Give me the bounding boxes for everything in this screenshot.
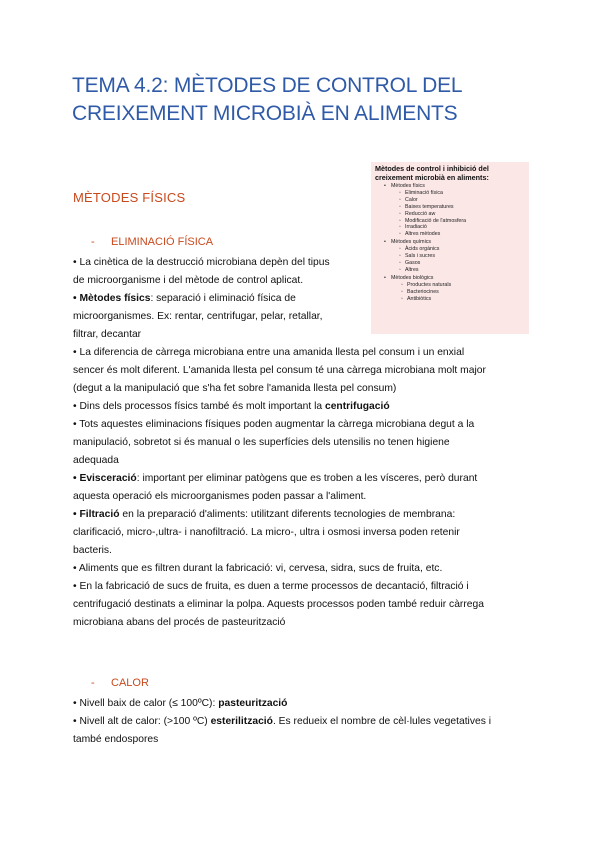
paragraph-line: clarificació, micro-,ultra- i nanofiltració. La micro-, ultra i osmosi inversa poden retenir xyxy=(73,527,460,538)
paragraph-line: microbiana abans del procés de pasteurització xyxy=(73,617,286,628)
text-run: : important per eliminar patògens que es troben a les vísceres, però durant xyxy=(136,473,478,484)
bullet-icon: • xyxy=(384,239,386,246)
text-run: en la preparació d'aliments: utilitzant diferents tecnologies de membrana: xyxy=(119,509,456,520)
figure-item-label: Sals i sucres xyxy=(405,253,436,260)
paragraph-line xyxy=(73,398,486,416)
paragraph-line: • La diferencia de càrrega microbiana entre una amanida llesta pel consum i un enxial xyxy=(73,347,465,358)
text-run: • Nivell alt de calor: (>100 ºC) xyxy=(73,716,211,727)
paragraph-line xyxy=(73,470,486,488)
text-run: • Nivell baix de calor (≤ 100ºC): xyxy=(73,698,219,709)
figure-item xyxy=(375,190,526,197)
figure-item-label: Altres mètodes xyxy=(405,231,441,238)
paragraph-line: de microorganisme i del mètode de control aplicat. xyxy=(73,275,304,286)
figure-item xyxy=(375,224,526,231)
paragraph-line: • Tots aquestes eliminacions físiques poden augmentar la càrrega microbiana degut a la xyxy=(73,419,475,430)
bold-term: • Evisceració xyxy=(73,473,137,484)
sub-bullet-icon: ◦ xyxy=(399,224,401,231)
figure-item-label: Àcids orgànics xyxy=(405,246,440,253)
sub-bullet-icon: ◦ xyxy=(401,281,403,288)
bold-term: • Mètodes físics xyxy=(73,293,151,304)
dash-marker: - xyxy=(91,236,95,248)
figure-group-chemical xyxy=(375,239,526,246)
removal-paragraphs xyxy=(73,254,486,632)
figure-item-label: Eliminació física xyxy=(405,189,443,196)
figure-item-label: Reducció aw xyxy=(405,210,436,217)
bold-term: centrifugació xyxy=(324,401,390,412)
subheading-label: CALOR xyxy=(111,677,149,689)
subheading-physical-removal xyxy=(91,236,213,248)
sub-bullet-icon: ◦ xyxy=(399,246,401,253)
paragraph-line: (degut a la manipulació que s'ha fet sobre l'amanida llesta pel consum) xyxy=(73,383,397,394)
figure-item xyxy=(375,197,526,204)
figure-item-label: Bacteriocines xyxy=(407,288,439,295)
figure-title-line-2: creixement microbià en aliments: xyxy=(375,172,489,182)
figure-item xyxy=(375,246,526,253)
section-heading-physical-methods: MÈTODES FÍSICS xyxy=(73,190,186,205)
paragraph-line: microorganismes. Ex: rentar, centrifugar, pelar, retallar, xyxy=(73,311,323,322)
sub-bullet-icon: ◦ xyxy=(399,203,401,210)
figure-item xyxy=(375,211,526,218)
figure-item-label: Gasos xyxy=(405,259,421,266)
figure-item-label: Altres xyxy=(405,266,419,273)
bold-term: • Filtració xyxy=(73,509,120,520)
figure-title-line-1: Mètodes de control i inhibició del xyxy=(375,164,489,173)
paragraph-line: bacteris. xyxy=(73,545,112,556)
sub-bullet-icon: ◦ xyxy=(399,217,401,224)
figure-item xyxy=(375,218,526,225)
paragraph-line: manipulació, sobretot si és manual o les superfícies dels utensilis no tenen higiene xyxy=(73,437,450,448)
figure-item-label: Productes naturals xyxy=(407,281,452,288)
text-run: . Es redueix el nombre de cèl·lules vegetatives i xyxy=(272,716,492,727)
text-run: : separació i eliminació física de xyxy=(150,293,296,304)
figure-item-label: Modificació de l'atmosfera xyxy=(405,217,467,224)
paragraph-line: • Aliments que es filtren durant la fabricació: vi, cervesa, sidra, sucs de fruita, etc. xyxy=(73,563,443,574)
subheading-heat xyxy=(91,677,149,689)
sub-bullet-icon: ◦ xyxy=(399,189,401,196)
sub-bullet-icon: ◦ xyxy=(399,210,401,217)
paragraph-line: també endospores xyxy=(73,734,159,745)
bullet-icon: • xyxy=(384,274,386,281)
dash-marker: - xyxy=(91,677,95,689)
figure-group-physical xyxy=(375,183,526,190)
figure-group-label: Mètodes físics xyxy=(391,183,425,189)
figure-item xyxy=(375,204,526,211)
figure-group-label: Mètodes químics xyxy=(391,239,432,246)
sub-bullet-icon: ◦ xyxy=(401,295,403,302)
page-title xyxy=(72,72,542,128)
sub-bullet-icon: ◦ xyxy=(399,259,401,266)
sub-bullet-icon: ◦ xyxy=(399,196,401,203)
text-run: • Dins dels processos físics també és molt important la xyxy=(73,401,325,412)
sub-bullet-icon: ◦ xyxy=(399,253,401,260)
bold-term: esterilització xyxy=(210,716,273,727)
bullet-icon: • xyxy=(384,183,386,189)
figure-group-label: Mètodes biològics xyxy=(391,274,434,281)
figure-item xyxy=(375,231,526,238)
sub-bullet-icon: ◦ xyxy=(401,288,403,295)
paragraph-line: adequada xyxy=(73,455,119,466)
paragraph-line xyxy=(73,290,486,308)
title-line-1: TEMA 4.2: MÈTODES DE CONTROL DEL xyxy=(72,74,463,97)
figure-title xyxy=(375,165,526,182)
paragraph-line: centrifugació destinats a eliminar la polpa. Aquests processos poden també reduir càrrega xyxy=(73,599,484,610)
paragraph-line: • La cinètica de la destrucció microbiana depèn del tipus xyxy=(73,257,330,268)
sub-bullet-icon: ◦ xyxy=(399,266,401,273)
bold-term: pasteurització xyxy=(218,698,288,709)
paragraph-line: sencer és molt diferent. L'amanida llesta pel consum té una càrrega microbiana molt major xyxy=(73,365,486,376)
paragraph-line xyxy=(73,695,491,713)
paragraph-line: filtrar, decantar xyxy=(73,329,142,340)
paragraph-line: aquesta operació els microorganismes poden passar a l'aliment. xyxy=(73,491,367,502)
paragraph-line xyxy=(73,506,486,524)
subheading-label: ELIMINACIÓ FÍSICA xyxy=(111,236,214,248)
paragraph-line: • En la fabricació de sucs de fruita, es duen a terme processos de decantació, filtració i xyxy=(73,581,469,592)
heat-paragraphs xyxy=(73,695,491,749)
paragraph-line xyxy=(73,713,491,731)
title-line-2: CREIXEMENT MICROBIÀ EN ALIMENTS xyxy=(72,102,458,125)
figure-item-label: Antibiòtics xyxy=(407,295,432,302)
figure-item-label: Irradiació xyxy=(405,224,427,231)
figure-item-label: Baixes temperatures xyxy=(405,203,454,210)
sub-bullet-icon: ◦ xyxy=(399,231,401,238)
figure-item-label: Calor xyxy=(405,196,418,203)
